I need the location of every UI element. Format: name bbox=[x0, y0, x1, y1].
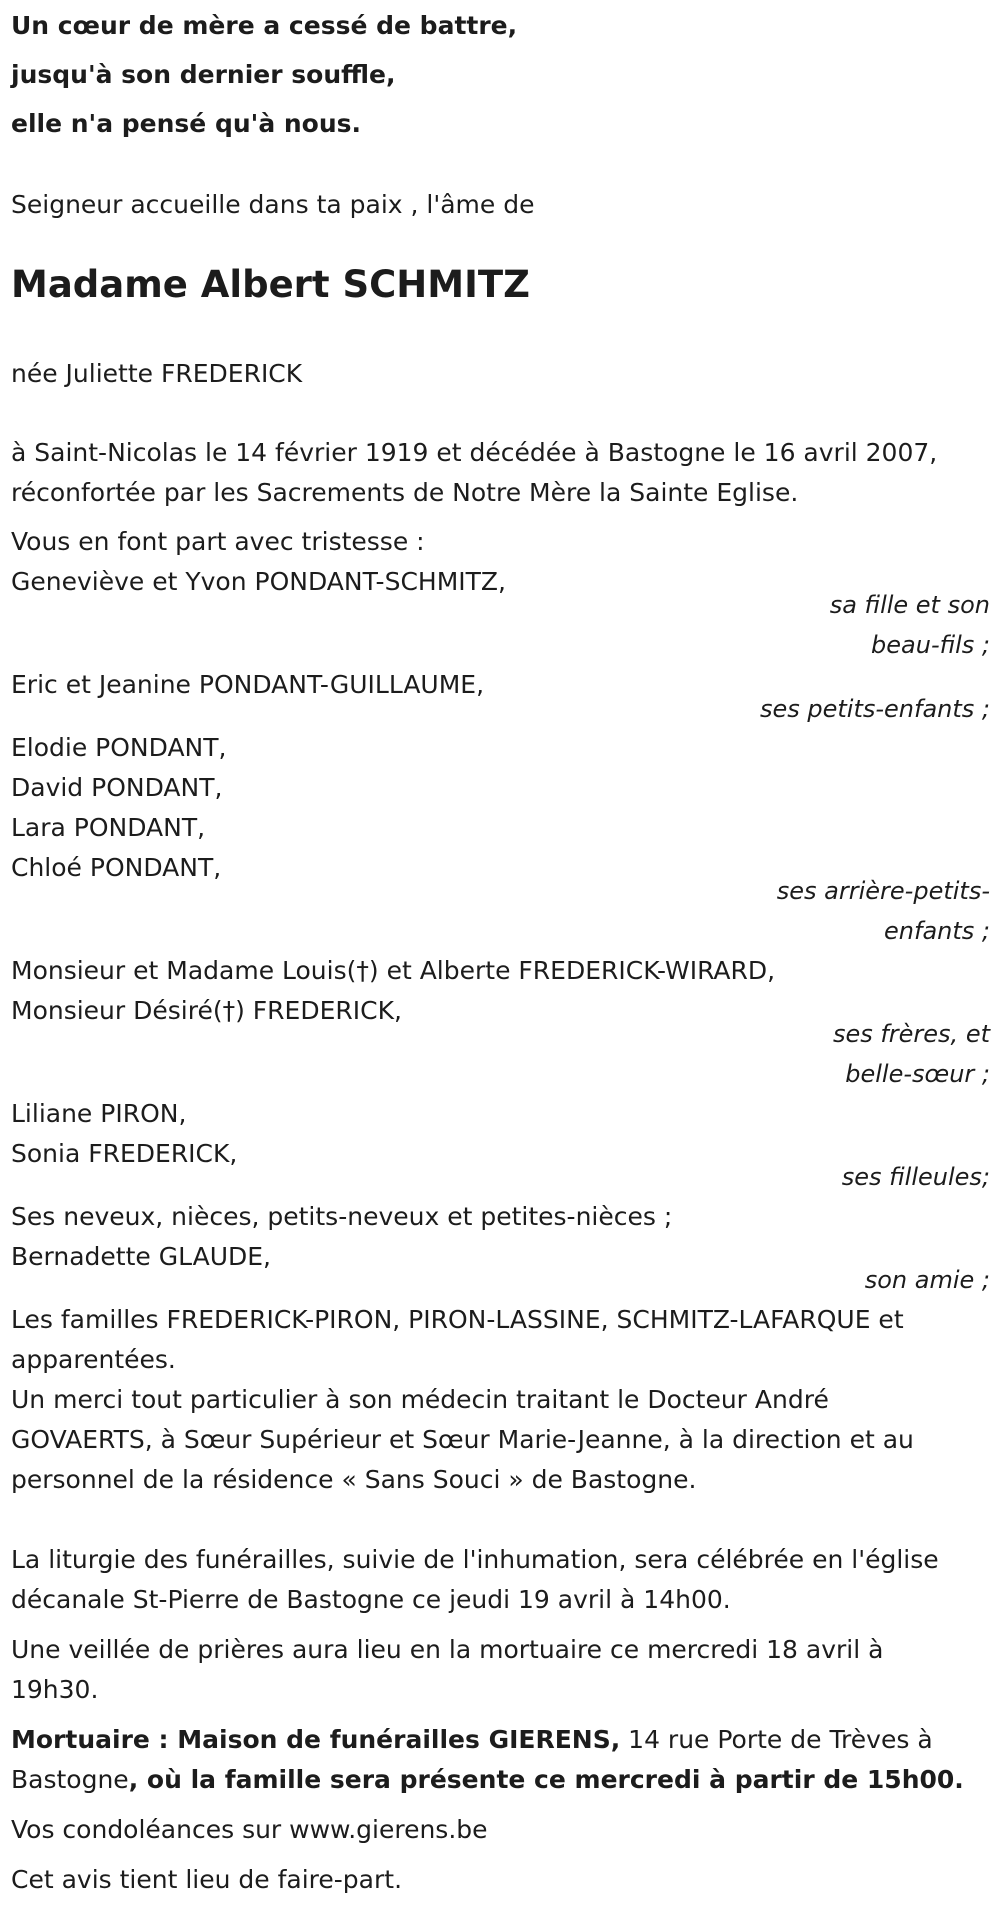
families-line-1: Les familles FREDERICK-PIRON, PIRON-LASSINE, SCHMITZ-LAFARQUE et bbox=[11, 1305, 904, 1334]
condolences-text: Vos condoléances sur www.gierens.be bbox=[11, 1815, 488, 1844]
family-member: Eric et Jeanine PONDANT-GUILLAUME, bbox=[11, 670, 485, 699]
vigil-line-1: Une veillée de prières aura lieu en la mortuaire ce mercredi 18 avril à bbox=[11, 1635, 884, 1664]
family-role: ses petits-enfants ; bbox=[759, 695, 990, 723]
thanks-line-3: personnel de la résidence « Sans Souci » de Bastogne. bbox=[11, 1465, 697, 1494]
liturgy-line-2: décanale St-Pierre de Bastogne ce jeudi 19 avril à 14h00. bbox=[11, 1585, 731, 1614]
announce-text: Vous en font part avec tristesse : bbox=[11, 527, 425, 556]
family-member: Elodie PONDANT, bbox=[11, 733, 227, 762]
deceased-name: Madame Albert SCHMITZ bbox=[11, 263, 530, 306]
verse-line-3: elle n'a pensé qu'à nous. bbox=[11, 109, 362, 138]
birth-name: née Juliette FREDERICK bbox=[11, 359, 303, 388]
family-role: sa fille et son bbox=[829, 591, 990, 619]
mortuary-address: 14 rue Porte de Trèves à bbox=[620, 1725, 933, 1754]
mortuary-town: Bastogne bbox=[11, 1765, 129, 1794]
family-member: Liliane PIRON, bbox=[11, 1099, 187, 1128]
family-role: enfants ; bbox=[884, 917, 990, 945]
family-role: ses arrière-petits- bbox=[776, 877, 990, 905]
family-role: son amie ; bbox=[864, 1266, 990, 1294]
vigil-line-2: 19h30. bbox=[11, 1675, 99, 1704]
verse-line-1: Un cœur de mère a cessé de battre, bbox=[11, 11, 518, 40]
family-member: Lara PONDANT, bbox=[11, 813, 206, 842]
mortuary-presence: , où la famille sera présente ce mercredi à partir de 15h00. bbox=[128, 1765, 964, 1794]
family-member: Chloé PONDANT, bbox=[11, 853, 222, 882]
family-member: David PONDANT, bbox=[11, 773, 223, 802]
family-member: Bernadette GLAUDE, bbox=[11, 1242, 271, 1271]
family-role: beau-fils ; bbox=[871, 631, 990, 659]
verse-line-2: jusqu'à son dernier souffle, bbox=[11, 60, 396, 89]
mortuary-line-1 bbox=[11, 1720, 933, 1760]
family-role: ses frères, et bbox=[832, 1020, 990, 1048]
mortuary-label: Mortuaire : Maison de funérailles GIERENS, bbox=[11, 1725, 621, 1754]
closing-text: Cet avis tient lieu de faire-part. bbox=[11, 1865, 403, 1894]
birth-death-line-2: réconfortée par les Sacrements de Notre Mère la Sainte Eglise. bbox=[11, 478, 799, 507]
family-role: ses filleules; bbox=[841, 1163, 990, 1191]
family-member: Sonia FREDERICK, bbox=[11, 1139, 238, 1168]
intro-text: Seigneur accueille dans ta paix , l'âme de bbox=[11, 190, 535, 219]
families-line-2: apparentées. bbox=[11, 1345, 176, 1374]
liturgy-line-1: La liturgie des funérailles, suivie de l'inhumation, sera célébrée en l'église bbox=[11, 1545, 939, 1574]
family-member: Monsieur et Madame Louis(†) et Alberte FREDERICK-WIRARD, bbox=[11, 956, 776, 985]
family-role: belle-sœur ; bbox=[845, 1060, 990, 1088]
thanks-line-2: GOVAERTS, à Sœur Supérieur et Sœur Marie-Jeanne, à la direction et au bbox=[11, 1425, 914, 1454]
birth-death-line-1: à Saint-Nicolas le 14 février 1919 et décédée à Bastogne le 16 avril 2007, bbox=[11, 438, 938, 467]
mortuary-line-2 bbox=[11, 1760, 964, 1800]
family-member: Ses neveux, nièces, petits-neveux et petites-nièces ; bbox=[11, 1202, 673, 1231]
family-member: Monsieur Désiré(†) FREDERICK, bbox=[11, 996, 402, 1025]
family-member: Geneviève et Yvon PONDANT-SCHMITZ, bbox=[11, 567, 506, 596]
thanks-line-1: Un merci tout particulier à son médecin traitant le Docteur André bbox=[11, 1385, 829, 1414]
